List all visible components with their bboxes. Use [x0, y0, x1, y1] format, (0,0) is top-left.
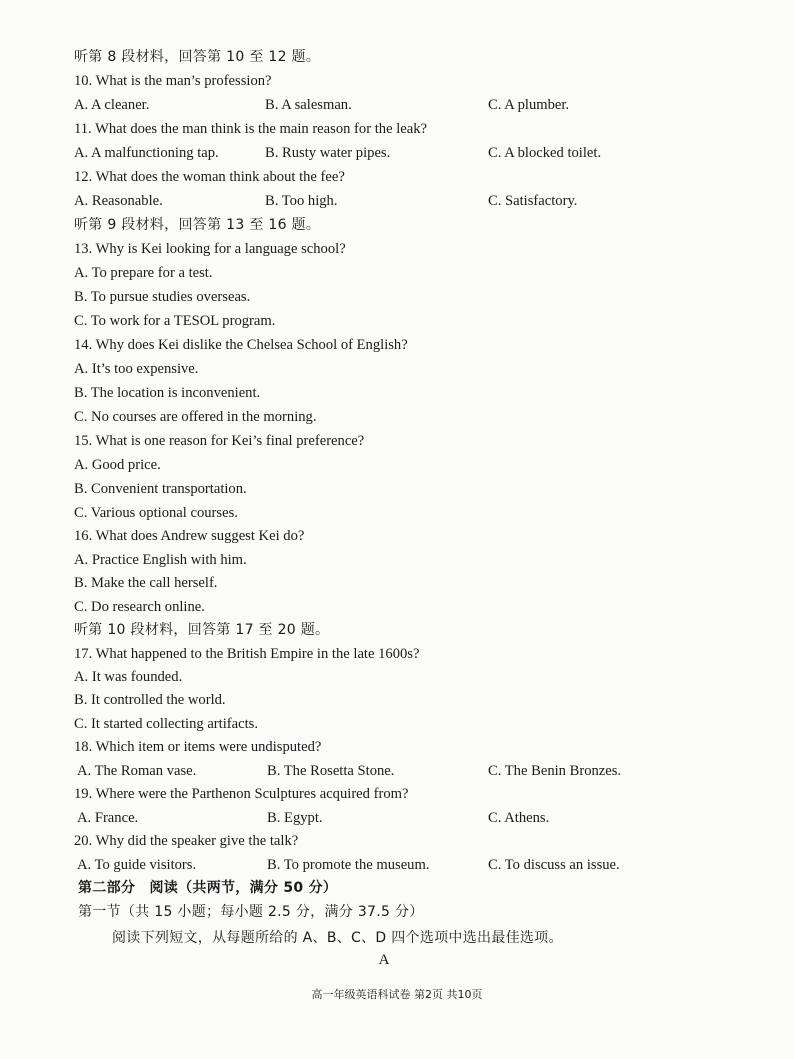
q14-option-a: A. It’s too expensive. [74, 361, 199, 377]
q19-option-a: A. France. [77, 810, 139, 826]
question-11: 11. What does the man think is the main reason for the leak? [74, 121, 427, 137]
question-10-options [74, 95, 734, 115]
section-8-heading: 听第 8 段材料，回答第 10 至 12 题。 [74, 49, 321, 65]
passage-label: A [378, 952, 390, 968]
q11-option-a: A. A malfunctioning tap. [74, 145, 219, 161]
q18-option-c: C. The Benin Bronzes. [488, 763, 622, 779]
q20-option-a: A. To guide visitors. [77, 857, 197, 873]
q14-option-b: B. The location is inconvenient. [74, 385, 261, 401]
reading-instruction: 阅读下列短文，从每题所给的 A、B、C、D 四个选项中选出最佳选项。 [112, 930, 563, 946]
question-15: 15. What is one reason for Kei’s final preference? [74, 433, 365, 449]
question-19-options [74, 808, 734, 828]
question-12: 12. What does the woman think about the fee? [74, 169, 345, 185]
q11-option-b: B. Rusty water pipes. [265, 145, 391, 161]
q11-option-c: C. A blocked toilet. [488, 145, 602, 161]
q10-option-a: A. A cleaner. [74, 97, 150, 113]
question-16: 16. What does Andrew suggest Kei do? [74, 528, 305, 544]
q15-option-c: C. Various optional courses. [74, 505, 238, 521]
q14-option-c: C. No courses are offered in the morning. [74, 409, 317, 425]
page-footer: 高一年级英语科试卷 第2页 共10页 [311, 988, 483, 1001]
q15-option-b: B. Convenient transportation. [74, 481, 247, 497]
q12-option-c: C. Satisfactory. [488, 193, 578, 209]
q16-option-b: B. Make the call herself. [74, 575, 218, 591]
question-20-options [74, 855, 734, 875]
q17-option-a: A. It was founded. [74, 669, 183, 685]
q20-option-c: C. To discuss an issue. [488, 857, 620, 873]
q16-option-c: C. Do research online. [74, 599, 205, 615]
q13-option-c: C. To work for a TESOL program. [74, 313, 276, 329]
question-14: 14. Why does Kei dislike the Chelsea School of English? [74, 337, 408, 353]
q18-option-a: A. The Roman vase. [77, 763, 197, 779]
q12-option-a: A. Reasonable. [74, 193, 163, 209]
q16-option-a: A. Practice English with him. [74, 552, 247, 568]
question-10: 10. What is the man’s profession? [74, 73, 272, 89]
part-2-heading: 第二部分 阅读（共两节，满分 50 分） [78, 880, 338, 896]
section-9-heading: 听第 9 段材料，回答第 13 至 16 题。 [74, 217, 321, 233]
question-12-options [74, 191, 734, 211]
question-11-options [74, 143, 734, 163]
q12-option-b: B. Too high. [265, 193, 338, 209]
q17-option-c: C. It started collecting artifacts. [74, 716, 258, 732]
q19-option-b: B. Egypt. [267, 810, 323, 826]
q18-option-b: B. The Rosetta Stone. [267, 763, 395, 779]
q15-option-a: A. Good price. [74, 457, 161, 473]
question-18-options [74, 761, 734, 781]
q20-option-b: B. To promote the museum. [267, 857, 430, 873]
section-10-heading: 听第 10 段材料，回答第 17 至 20 题。 [74, 622, 330, 638]
q13-option-a: A. To prepare for a test. [74, 265, 213, 281]
q13-option-b: B. To pursue studies overseas. [74, 289, 251, 305]
q10-option-c: C. A plumber. [488, 97, 570, 113]
q19-option-c: C. Athens. [488, 810, 550, 826]
question-20: 20. Why did the speaker give the talk? [74, 833, 299, 849]
q17-option-b: B. It controlled the world. [74, 692, 226, 708]
question-17: 17. What happened to the British Empire in the late 1600s? [74, 646, 420, 662]
question-13: 13. Why is Kei looking for a language school? [74, 241, 346, 257]
question-18: 18. Which item or items were undisputed? [74, 739, 322, 755]
question-19: 19. Where were the Parthenon Sculptures acquired from? [74, 786, 409, 802]
q10-option-b: B. A salesman. [265, 97, 352, 113]
section-1-heading: 第一节（共 15 小题；每小题 2.5 分，满分 37.5 分） [78, 904, 424, 920]
